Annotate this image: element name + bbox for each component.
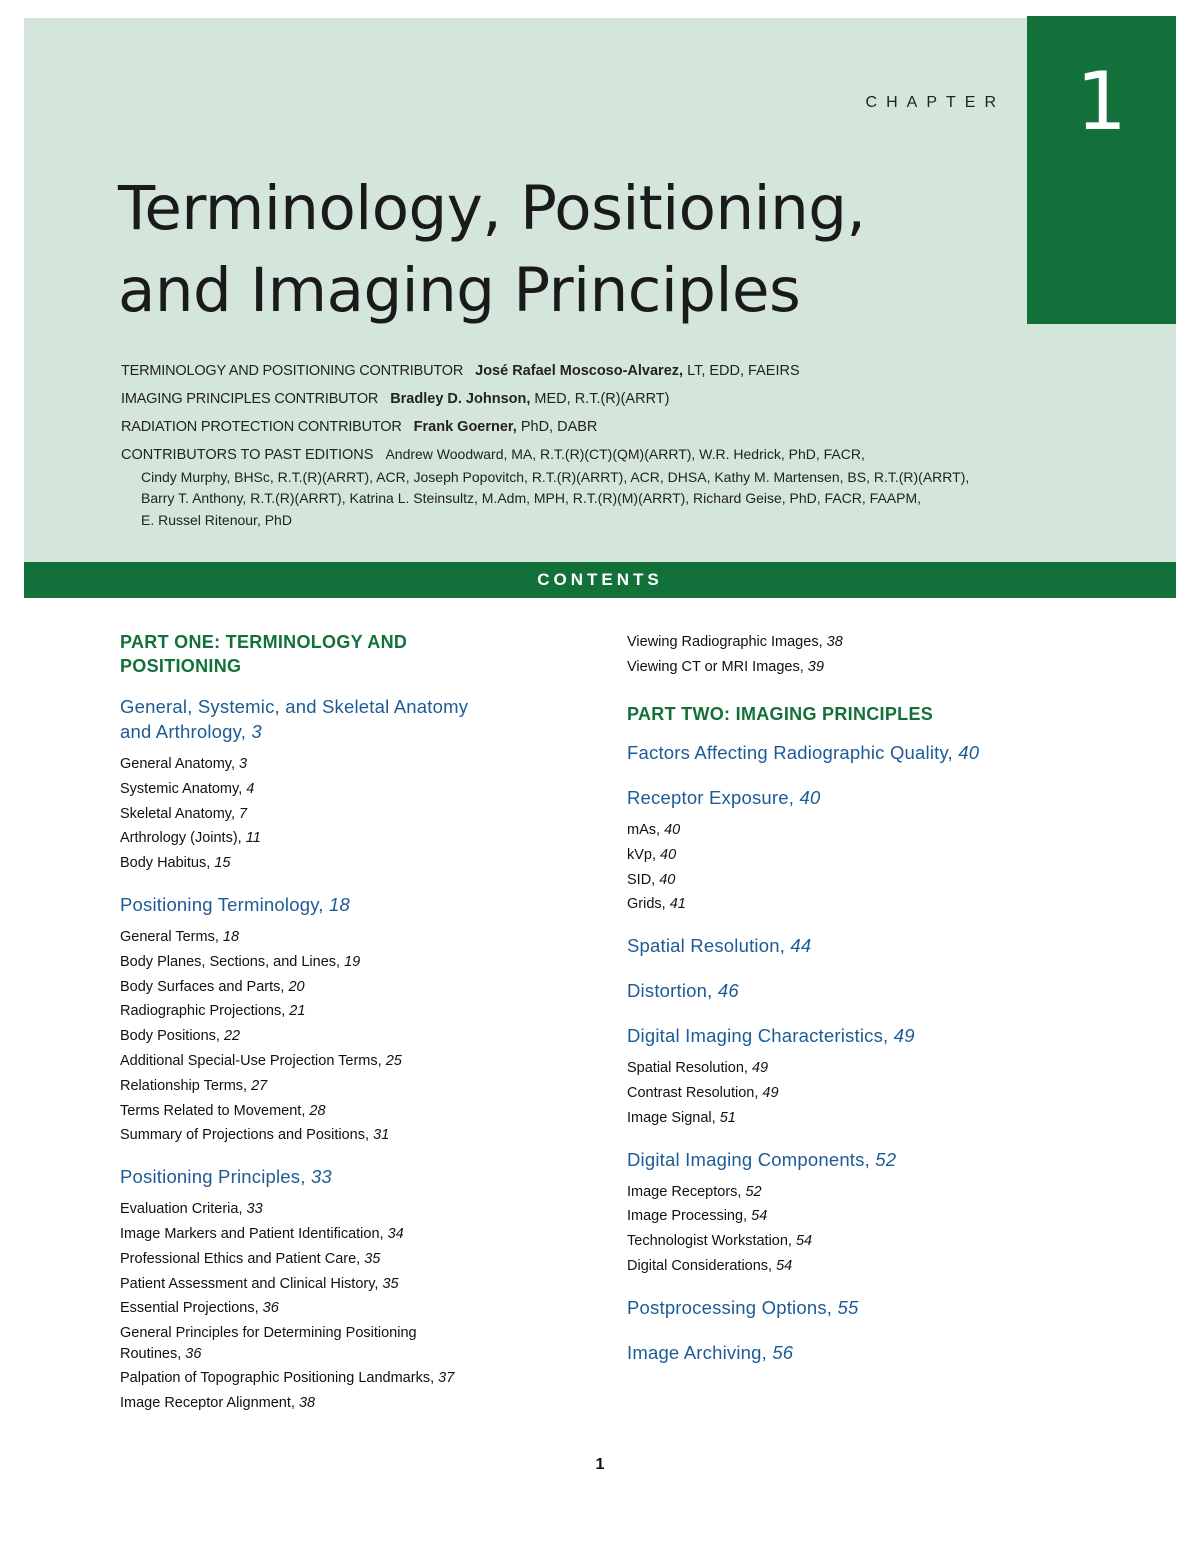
toc-item-label: Relationship Terms, xyxy=(120,1077,248,1094)
toc-section-radiographic-quality xyxy=(627,740,1147,765)
contributor-name: Bradley D. Johnson, xyxy=(390,391,531,407)
toc-section-postprocessing xyxy=(627,1295,1147,1320)
section-title: Receptor Exposure, xyxy=(627,787,795,808)
toc-item-page: 27 xyxy=(251,1077,268,1094)
section-heading-postprocessing[interactable] xyxy=(627,1295,1147,1320)
contents-heading: CONTENTS xyxy=(24,562,1176,598)
past-contributors-line-3: Barry T. Anthony, R.T.(R)(ARRT), Katrina L. Steinsultz, M.Adm, MPH, R.T.(R)(M)(ARRT), Richard Geise, PhD, FACR, FAAPM, xyxy=(141,490,922,506)
section-heading-receptor-exposure[interactable] xyxy=(627,785,1147,810)
section-page: 55 xyxy=(837,1296,859,1318)
toc-item-page: 49 xyxy=(751,1060,769,1077)
section-title: Positioning Terminology, xyxy=(120,893,324,915)
toc-item-label: Viewing Radiographic Images, xyxy=(627,634,823,650)
section-heading-radiographic-quality[interactable] xyxy=(627,740,1147,765)
section-title: Spatial Resolution, xyxy=(627,935,786,957)
contributor-name: Frank Goerner, xyxy=(413,419,517,435)
contributor-role: TERMINOLOGY AND POSITIONING CONTRIBUTOR xyxy=(121,363,464,379)
toc-item-page: 21 xyxy=(289,1003,306,1020)
section-title: Digital Imaging Components, xyxy=(627,1148,870,1170)
toc-item-label: Terms Related to Movement, xyxy=(120,1102,306,1119)
section-heading-positioning-principles[interactable] xyxy=(120,1164,590,1189)
toc-item-page: 34 xyxy=(387,1225,404,1242)
toc-item-page: 3 xyxy=(239,756,248,772)
section-title-line-2: and Arthrology, xyxy=(120,721,247,742)
toc-item[interactable] xyxy=(120,1247,590,1272)
toc-item[interactable] xyxy=(120,1049,590,1074)
toc-item[interactable] xyxy=(627,1180,1147,1205)
toc-item-label: Skeletal Anatomy, xyxy=(120,805,235,822)
toc-item-page: 54 xyxy=(751,1208,768,1225)
toc-item-label: Palpation of Topographic Positioning Landmarks, xyxy=(120,1370,435,1387)
toc-item[interactable] xyxy=(627,630,1147,655)
section-page: 46 xyxy=(717,980,739,1002)
section-title: Image Archiving, xyxy=(627,1341,767,1363)
toc-item[interactable] xyxy=(627,843,1147,868)
toc-item-page: 35 xyxy=(364,1250,381,1267)
toc-item-label: Image Receptor Alignment, xyxy=(120,1394,295,1411)
toc-section-spatial-resolution xyxy=(627,933,1147,958)
toc-item[interactable] xyxy=(120,1197,590,1222)
part-one-heading-line-1: PART ONE: TERMINOLOGY AND xyxy=(120,632,408,652)
section-heading-image-archiving[interactable] xyxy=(627,1340,1147,1365)
toc-item[interactable] xyxy=(120,1366,590,1391)
section-page: 52 xyxy=(875,1148,897,1170)
contributor-credentials: LT, EDD, FAEIRS xyxy=(683,363,800,379)
section-page: 40 xyxy=(958,742,980,763)
toc-item-label: Summary of Projections and Positions, xyxy=(120,1127,370,1144)
toc-item-label: Grids, xyxy=(627,896,666,913)
toc-item-page: 33 xyxy=(246,1201,263,1218)
toc-item-label-line-1: General Principles for Determining Positioning xyxy=(120,1325,417,1342)
toc-section-positioning-terminology xyxy=(120,892,590,1148)
toc-item-label: kVp, xyxy=(627,846,657,863)
toc-item-label: Additional Special-Use Projection Terms, xyxy=(120,1052,382,1069)
toc-item-page: 40 xyxy=(664,822,681,838)
radiation-contributor xyxy=(121,416,1041,444)
toc-item-page: 36 xyxy=(185,1346,202,1363)
contributor-credentials: PhD, DABR xyxy=(516,419,598,435)
toc-item-page: 4 xyxy=(246,780,255,797)
toc-item-label: Digital Considerations, xyxy=(627,1257,773,1274)
toc-item[interactable] xyxy=(627,1229,1147,1254)
past-contributors-line-1: Andrew Woodward, MA, R.T.(R)(CT)(QM)(ARRT), W.R. Hedrick, PhD, FACR, xyxy=(385,446,865,462)
toc-item[interactable] xyxy=(627,655,1147,680)
contributor-name: José Rafael Moscoso-Alvarez, xyxy=(475,363,684,379)
toc-item-page: 15 xyxy=(214,855,231,872)
contributors xyxy=(121,360,1041,531)
toc-item-label: General Anatomy, xyxy=(120,756,235,772)
toc-continued-items xyxy=(627,630,1147,680)
toc-item-label: Body Planes, Sections, and Lines, xyxy=(120,953,341,970)
imaging-contributor xyxy=(121,388,1041,416)
toc-item-page: 28 xyxy=(309,1102,326,1119)
section-heading-distortion[interactable] xyxy=(627,978,1147,1003)
toc-item-label: SID, xyxy=(627,871,656,888)
past-contributors xyxy=(121,444,1041,531)
section-heading-digital-imaging-characteristics[interactable] xyxy=(627,1023,1147,1048)
toc-item-page: 54 xyxy=(776,1257,793,1274)
section-page: 49 xyxy=(893,1025,915,1047)
toc-item[interactable] xyxy=(120,1123,590,1148)
toc-item-page: 31 xyxy=(373,1127,390,1144)
past-contributors-role: CONTRIBUTORS TO PAST EDITIONS xyxy=(121,447,374,463)
toc-item-page: 11 xyxy=(245,830,261,847)
part-one-heading xyxy=(120,630,590,678)
toc-left-column xyxy=(120,630,590,1432)
toc-item[interactable] xyxy=(120,999,590,1024)
toc-item[interactable] xyxy=(120,1099,590,1124)
toc-item[interactable] xyxy=(627,892,1147,917)
toc-item[interactable] xyxy=(627,818,1147,843)
toc-item[interactable] xyxy=(120,851,590,876)
toc-item[interactable] xyxy=(627,1254,1147,1279)
toc-item[interactable] xyxy=(120,1391,590,1416)
terminology-contributor xyxy=(121,360,1041,388)
toc-item[interactable] xyxy=(120,1272,590,1297)
section-page: 33 xyxy=(310,1166,332,1188)
toc-item-label: Viewing CT or MRI Images, xyxy=(627,659,804,675)
toc-item-page: 39 xyxy=(807,659,824,675)
toc-item[interactable] xyxy=(120,802,590,827)
toc-item-label: Systemic Anatomy, xyxy=(120,780,243,797)
toc-item-page: 22 xyxy=(223,1028,241,1045)
contributor-role: IMAGING PRINCIPLES CONTRIBUTOR xyxy=(121,391,379,407)
toc-item-page: 18 xyxy=(222,928,240,945)
section-page: 56 xyxy=(772,1341,794,1363)
toc-item-page: 38 xyxy=(298,1394,316,1411)
toc-item[interactable] xyxy=(627,1204,1147,1229)
toc-item-page: 7 xyxy=(239,805,248,822)
contributor-credentials: MED, R.T.(R)(ARRT) xyxy=(530,391,670,407)
toc-section-distortion xyxy=(627,978,1147,1003)
toc-item-page: 49 xyxy=(762,1084,779,1101)
toc-item-page: 35 xyxy=(382,1275,399,1292)
toc-item[interactable] xyxy=(627,1106,1147,1131)
toc-item-page: 41 xyxy=(669,896,686,913)
toc-item-label: Body Habitus, xyxy=(120,855,211,872)
toc-item-label: General Terms, xyxy=(120,928,219,945)
toc-item-page: 40 xyxy=(660,846,677,863)
section-title: Positioning Principles, xyxy=(120,1166,306,1188)
section-page: 40 xyxy=(799,787,821,808)
toc-item[interactable] xyxy=(627,1056,1147,1081)
toc-section-digital-imaging-components xyxy=(627,1147,1147,1279)
chapter-title-line-2: and Imaging Principles xyxy=(118,255,801,326)
toc-item-label: Image Receptors, xyxy=(627,1183,742,1200)
section-heading-spatial-resolution[interactable] xyxy=(627,933,1147,958)
toc-item-label: Technologist Workstation, xyxy=(627,1233,792,1250)
toc-item-label: Contrast Resolution, xyxy=(627,1084,759,1101)
chapter-number: 1 xyxy=(1076,55,1127,148)
toc-item-label: Spatial Resolution, xyxy=(627,1060,748,1077)
section-title: Digital Imaging Characteristics, xyxy=(627,1025,889,1047)
toc-item[interactable] xyxy=(120,950,590,975)
contributor-role: RADIATION PROTECTION CONTRIBUTOR xyxy=(121,419,402,435)
toc-item[interactable] xyxy=(120,1323,590,1365)
toc-item-label-line-2: Routines, xyxy=(120,1346,182,1363)
past-contributors-line-2: Cindy Murphy, BHSc, R.T.(R)(ARRT), ACR, Joseph Popovitch, R.T.(R)(ARRT), ACR, DHSA, Kathy M. Martensen, BS, R.T.(R)(ARRT), xyxy=(141,468,970,485)
toc-item[interactable] xyxy=(120,975,590,1000)
section-heading-positioning-terminology[interactable] xyxy=(120,892,590,917)
section-heading-digital-imaging-components[interactable] xyxy=(627,1147,1147,1172)
section-page: 18 xyxy=(328,893,350,915)
toc-item-page: 19 xyxy=(344,953,361,970)
toc-item-page: 54 xyxy=(795,1233,813,1250)
toc-item-page: 52 xyxy=(745,1183,762,1200)
toc-item[interactable] xyxy=(120,1222,590,1247)
past-contributors-line-4: E. Russel Ritenour, PhD xyxy=(141,511,292,528)
toc-item-label: Professional Ethics and Patient Care, xyxy=(120,1250,361,1267)
toc-item[interactable] xyxy=(120,777,590,802)
page-number: 1 xyxy=(595,1456,605,1473)
toc-item-label: Image Signal, xyxy=(627,1109,716,1126)
toc-section-receptor-exposure xyxy=(627,785,1147,917)
toc-item-label: Image Processing, xyxy=(627,1208,748,1225)
toc-item-label: Body Positions, xyxy=(120,1028,220,1045)
toc-item-page: 51 xyxy=(719,1109,736,1126)
toc-item-label: Patient Assessment and Clinical History, xyxy=(120,1275,379,1292)
toc-item[interactable] xyxy=(120,826,590,851)
toc-item[interactable] xyxy=(120,1074,590,1099)
toc-item-label: mAs, xyxy=(627,822,661,838)
section-page: 3 xyxy=(251,721,262,742)
section-title: Distortion, xyxy=(627,980,713,1002)
toc-item-page: 25 xyxy=(385,1052,402,1069)
toc-item-page: 36 xyxy=(262,1300,279,1317)
toc-item[interactable] xyxy=(120,752,590,777)
toc-section-digital-imaging-characteristics xyxy=(627,1023,1147,1130)
toc-item[interactable] xyxy=(120,1024,590,1049)
chapter-label: CHAPTER xyxy=(865,94,1005,111)
toc-item[interactable] xyxy=(120,925,590,950)
toc-item-page: 20 xyxy=(288,978,305,995)
toc-item[interactable] xyxy=(627,1081,1147,1106)
section-title: Postprocessing Options, xyxy=(627,1296,833,1318)
section-title: Factors Affecting Radiographic Quality, xyxy=(627,742,953,763)
section-title-line-1: General, Systemic, and Skeletal Anatomy xyxy=(120,696,469,717)
section-heading-anatomy[interactable] xyxy=(120,694,590,744)
toc-right-column xyxy=(627,630,1147,1381)
part-one-heading-line-2: POSITIONING xyxy=(120,656,242,676)
toc-item-page: 37 xyxy=(438,1370,455,1387)
toc-item-label: Body Surfaces and Parts, xyxy=(120,978,285,995)
toc-item-label: Evaluation Criteria, xyxy=(120,1201,243,1218)
section-page: 44 xyxy=(790,935,812,957)
toc-item-page: 40 xyxy=(659,871,676,888)
toc-item-label: Arthrology (Joints), xyxy=(120,830,242,847)
toc-item-label: Essential Projections, xyxy=(120,1300,259,1317)
toc-section-anatomy xyxy=(120,694,590,876)
toc-item[interactable] xyxy=(120,1296,590,1321)
toc-item-label: Image Markers and Patient Identification, xyxy=(120,1225,384,1242)
chapter-title-line-1: Terminology, Positioning, xyxy=(118,173,866,244)
chapter-title xyxy=(118,168,865,332)
part-two-heading: PART TWO: IMAGING PRINCIPLES xyxy=(627,704,934,724)
toc-section-image-archiving xyxy=(627,1340,1147,1365)
toc-section-positioning-principles xyxy=(120,1164,590,1416)
toc-item[interactable] xyxy=(627,868,1147,893)
toc-item-page: 38 xyxy=(826,634,843,650)
toc-item-label: Radiographic Projections, xyxy=(120,1003,286,1020)
